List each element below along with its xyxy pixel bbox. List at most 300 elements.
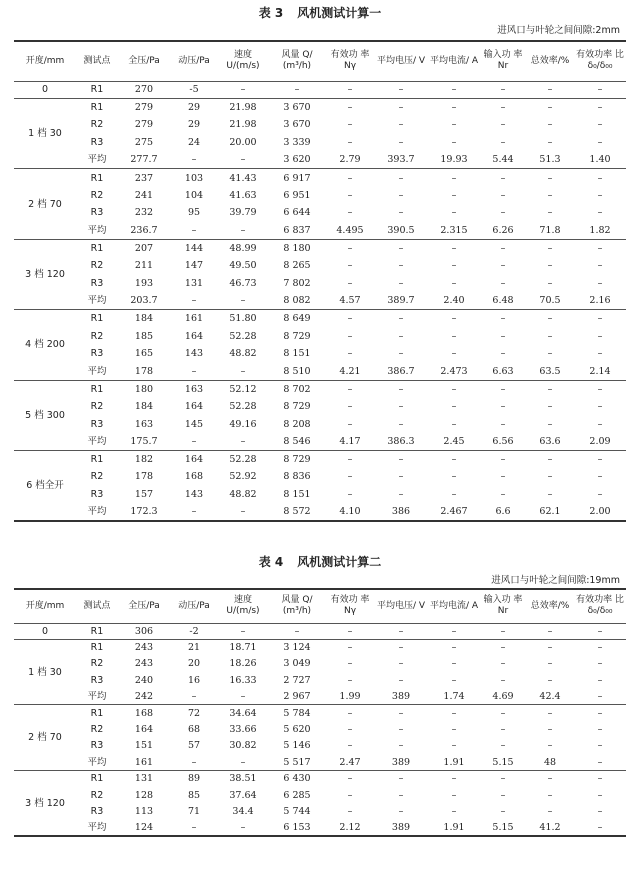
column-header: 总效率/%	[526, 41, 574, 81]
test-point-cell: R1	[76, 239, 118, 257]
value-cell: –	[451, 789, 457, 801]
value-cell: –	[347, 189, 353, 201]
test-point-cell: R1	[76, 623, 118, 639]
value-cell: 124	[134, 821, 154, 833]
value-cell: 8 729	[268, 450, 326, 468]
value-cell: 4.10	[339, 506, 361, 518]
table4-title-text: 风机测试计算二	[297, 555, 382, 569]
value-cell: 143	[184, 488, 204, 500]
value-cell: –	[597, 330, 603, 342]
value-cell: –	[428, 705, 480, 721]
value-cell: –	[480, 99, 526, 117]
value-cell: 1.74	[443, 691, 465, 702]
value-cell: 104	[184, 189, 204, 201]
value-cell: –	[398, 330, 404, 342]
test-point-cell: 平均	[87, 435, 107, 447]
table4-title	[0, 553, 640, 570]
value-cell: 41.63	[229, 189, 257, 201]
value-cell: 6 837	[283, 224, 311, 236]
value-cell: –	[428, 639, 480, 655]
test-point-cell: R2	[90, 330, 104, 342]
value-cell: 2.79	[339, 154, 361, 166]
value-cell: –	[326, 239, 374, 257]
value-cell: –	[597, 260, 603, 272]
test-point-cell: R3	[90, 805, 104, 817]
test-point-cell: 平均	[87, 756, 107, 768]
table-row	[14, 639, 626, 655]
table4-note: 进风口与叶轮之间间隙:19mm	[491, 575, 620, 586]
value-cell: –	[500, 724, 506, 736]
value-cell: –	[597, 789, 603, 801]
value-cell: –	[240, 756, 246, 768]
value-cell: 5.15	[492, 756, 514, 768]
value-cell: 279	[118, 99, 170, 117]
value-cell: 6.56	[492, 435, 514, 447]
value-cell: 48.99	[218, 239, 268, 257]
column-header: 开度/mm	[14, 589, 76, 623]
table-row	[14, 398, 626, 416]
value-cell: –	[347, 400, 353, 412]
test-point-cell: R1	[76, 380, 118, 398]
table-row	[14, 239, 626, 257]
table-row	[14, 433, 626, 451]
table4	[14, 588, 626, 837]
value-cell: –	[500, 348, 506, 360]
table-row	[14, 222, 626, 240]
value-cell: 143	[184, 348, 204, 360]
value-cell: –	[574, 239, 626, 257]
value-cell: –	[191, 154, 197, 166]
table-row	[14, 787, 626, 803]
test-point-cell: R3	[90, 488, 104, 500]
value-cell: 277.7	[130, 154, 158, 166]
table-row	[14, 486, 626, 504]
value-cell: –	[500, 674, 506, 686]
value-cell: –	[347, 348, 353, 360]
value-cell: 85	[187, 789, 201, 801]
value-cell: –	[597, 488, 603, 500]
value-cell: –	[326, 623, 374, 639]
value-cell: 2.45	[443, 435, 465, 447]
value-cell: –	[191, 295, 197, 307]
test-point-cell: R3	[90, 674, 104, 686]
value-cell: 4.17	[339, 435, 361, 447]
value-cell: 193	[134, 277, 154, 289]
value-cell: –	[347, 260, 353, 272]
value-cell: –	[500, 330, 506, 342]
opening-cell: 0	[14, 623, 76, 639]
test-point-cell: R2	[90, 789, 104, 801]
value-cell: 243	[134, 658, 154, 670]
value-cell: -2	[170, 623, 218, 639]
value-cell: 8 572	[283, 506, 311, 518]
value-cell: –	[451, 189, 457, 201]
value-cell: 63.5	[539, 365, 561, 377]
value-cell: –	[597, 207, 603, 219]
value-cell: 8 836	[283, 471, 311, 483]
value-cell: –	[347, 805, 353, 817]
value-cell: –	[526, 81, 574, 99]
opening-cell: 3 档 120	[14, 239, 76, 309]
value-cell: 8 729	[283, 330, 311, 342]
value-cell: –	[398, 658, 404, 670]
value-cell: –	[526, 99, 574, 117]
value-cell: –	[374, 380, 428, 398]
value-cell: 6.26	[492, 224, 514, 236]
value-cell: 6.63	[492, 365, 514, 377]
value-cell: 389	[391, 821, 411, 833]
value-cell: 8 729	[283, 400, 311, 412]
value-cell: –	[451, 805, 457, 817]
value-cell: 42.4	[539, 691, 561, 702]
value-cell: 49.16	[229, 418, 257, 430]
test-point-cell: R2	[90, 189, 104, 201]
value-cell: 21.98	[218, 99, 268, 117]
value-cell: –	[597, 740, 603, 752]
value-cell: –	[597, 724, 603, 736]
value-cell: 6 917	[268, 169, 326, 187]
value-cell: 2 967	[283, 691, 311, 702]
value-cell: –	[347, 674, 353, 686]
value-cell: 184	[134, 400, 154, 412]
table-row	[14, 380, 626, 398]
value-cell: 164	[184, 330, 204, 342]
value-cell: –	[326, 310, 374, 328]
value-cell: 3 670	[268, 99, 326, 117]
value-cell: 389	[391, 691, 411, 702]
value-cell: –	[547, 137, 553, 149]
table-row	[14, 310, 626, 328]
value-cell: –	[451, 400, 457, 412]
value-cell: 71	[187, 805, 201, 817]
value-cell: 8 151	[283, 488, 311, 500]
value-cell: –	[191, 821, 197, 833]
column-header: 有效功率 比δ₀/δ₀₀	[574, 41, 626, 81]
table-row	[14, 275, 626, 293]
value-cell: –	[526, 771, 574, 787]
value-cell: –	[374, 450, 428, 468]
test-point-cell: R2	[90, 260, 104, 272]
value-cell: –	[347, 207, 353, 219]
table-row	[14, 623, 626, 639]
value-cell: –	[451, 260, 457, 272]
value-cell: –	[191, 224, 197, 236]
column-header: 输入功 率 Nr	[480, 41, 526, 81]
value-cell: –	[500, 471, 506, 483]
value-cell: 57	[187, 740, 201, 752]
value-cell: –	[398, 418, 404, 430]
value-cell: –	[526, 623, 574, 639]
value-cell: 165	[134, 348, 154, 360]
value-cell: 41.2	[539, 821, 561, 833]
value-cell: –	[500, 658, 506, 670]
value-cell: 20	[187, 658, 201, 670]
value-cell: 3 124	[268, 639, 326, 655]
value-cell: 8 151	[283, 348, 311, 360]
value-cell: 175.7	[130, 435, 158, 447]
value-cell: –	[526, 705, 574, 721]
value-cell: –	[398, 400, 404, 412]
value-cell: –	[347, 488, 353, 500]
value-cell: –	[574, 771, 626, 787]
value-cell: –	[500, 789, 506, 801]
value-cell: –	[526, 380, 574, 398]
value-cell: 19.93	[440, 154, 468, 166]
value-cell: –	[597, 471, 603, 483]
table-row	[14, 450, 626, 468]
value-cell: –	[547, 805, 553, 817]
value-cell: 151	[134, 740, 154, 752]
value-cell: –	[374, 81, 428, 99]
test-point-cell: R1	[76, 705, 118, 721]
column-header: 平均电压/ V	[374, 41, 428, 81]
value-cell: –	[268, 81, 326, 99]
value-cell: –	[500, 418, 506, 430]
value-cell: –	[597, 418, 603, 430]
value-cell: 182	[118, 450, 170, 468]
value-cell: –	[428, 81, 480, 99]
value-cell: 306	[118, 623, 170, 639]
value-cell: 237	[118, 169, 170, 187]
value-cell: –	[191, 365, 197, 377]
value-cell: 6 951	[283, 189, 311, 201]
value-cell: –	[398, 260, 404, 272]
value-cell: –	[480, 169, 526, 187]
value-cell: –	[347, 471, 353, 483]
value-cell: –	[428, 310, 480, 328]
test-point-cell: R3	[90, 418, 104, 430]
table-row	[14, 151, 626, 169]
value-cell: 49.50	[229, 260, 257, 272]
test-point-cell: 平均	[87, 506, 107, 518]
value-cell: –	[597, 277, 603, 289]
value-cell: –	[374, 705, 428, 721]
value-cell: –	[240, 506, 246, 518]
table-row	[14, 468, 626, 486]
value-cell: –	[398, 471, 404, 483]
value-cell: –	[597, 119, 603, 131]
value-cell: 161	[134, 756, 154, 768]
test-point-cell: 平均	[87, 691, 107, 702]
value-cell: 48	[543, 756, 557, 768]
value-cell: –	[547, 207, 553, 219]
value-cell: –	[398, 789, 404, 801]
value-cell: 157	[134, 488, 154, 500]
value-cell: –	[500, 207, 506, 219]
value-cell: –	[428, 380, 480, 398]
value-cell: –	[574, 639, 626, 655]
value-cell: –	[326, 99, 374, 117]
table-row	[14, 363, 626, 381]
value-cell: 128	[134, 789, 154, 801]
value-cell: 2.16	[589, 295, 611, 307]
value-cell: 2.315	[440, 224, 468, 236]
value-cell: 8 180	[268, 239, 326, 257]
value-cell: –	[500, 119, 506, 131]
value-cell: –	[451, 674, 457, 686]
table3	[14, 40, 626, 522]
table4-label: 表 4	[258, 555, 284, 569]
value-cell: 145	[184, 418, 204, 430]
value-cell: 389	[391, 756, 411, 768]
table-row	[14, 754, 626, 770]
value-cell: 5 517	[283, 756, 311, 768]
value-cell: 33.66	[229, 724, 257, 736]
opening-cell: 4 档 200	[14, 310, 76, 380]
value-cell: 207	[118, 239, 170, 257]
value-cell: 18.71	[218, 639, 268, 655]
value-cell: 20.00	[229, 137, 257, 149]
test-point-cell: R1	[76, 99, 118, 117]
test-point-cell: R3	[90, 207, 104, 219]
value-cell: –	[597, 348, 603, 360]
value-cell: 1.91	[443, 756, 465, 768]
value-cell: 389.7	[387, 295, 415, 307]
value-cell: –	[451, 207, 457, 219]
opening-cell: 1 档 30	[14, 639, 76, 705]
value-cell: –	[574, 623, 626, 639]
value-cell: –	[374, 169, 428, 187]
table-row	[14, 134, 626, 152]
value-cell: 275	[134, 137, 154, 149]
value-cell: –	[574, 450, 626, 468]
value-cell: –	[500, 260, 506, 272]
value-cell: –	[398, 119, 404, 131]
value-cell: 70.5	[539, 295, 561, 307]
value-cell: 8 265	[283, 260, 311, 272]
value-cell: 113	[134, 805, 154, 817]
value-cell: –	[597, 756, 603, 768]
value-cell: 52.28	[229, 400, 257, 412]
table-row	[14, 187, 626, 205]
value-cell: –	[240, 821, 246, 833]
value-cell: –	[574, 310, 626, 328]
value-cell: 161	[170, 310, 218, 328]
value-cell: 270	[118, 81, 170, 99]
table3-title-text: 风机测试计算一	[297, 6, 382, 20]
column-header: 风量 Q/ (m³/h)	[268, 41, 326, 81]
value-cell: 279	[134, 119, 154, 131]
value-cell: –	[374, 639, 428, 655]
value-cell: 52.92	[229, 471, 257, 483]
column-header: 有效功 率 Nγ	[326, 589, 374, 623]
opening-cell: 5 档 300	[14, 380, 76, 450]
value-cell: 2.12	[339, 821, 361, 833]
test-point-cell: 平均	[87, 365, 107, 377]
table3-label: 表 3	[258, 6, 284, 20]
value-cell: 29	[187, 119, 201, 131]
table-row	[14, 292, 626, 310]
test-point-cell: R2	[90, 658, 104, 670]
value-cell: –	[500, 137, 506, 149]
value-cell: 241	[134, 189, 154, 201]
value-cell: 52.28	[218, 450, 268, 468]
value-cell: –	[597, 674, 603, 686]
value-cell: –	[500, 277, 506, 289]
value-cell: –	[398, 488, 404, 500]
column-header: 输入功 率 Nr	[480, 589, 526, 623]
value-cell: –	[526, 169, 574, 187]
value-cell: 5 744	[283, 805, 311, 817]
column-header: 全压/Pa	[118, 41, 170, 81]
table-row	[14, 672, 626, 688]
table-row	[14, 169, 626, 187]
value-cell: –	[428, 99, 480, 117]
value-cell: –	[500, 488, 506, 500]
value-cell: –	[374, 771, 428, 787]
test-point-cell: R2	[90, 400, 104, 412]
value-cell: –	[374, 623, 428, 639]
test-point-cell: 平均	[87, 224, 107, 236]
value-cell: –	[574, 99, 626, 117]
value-cell: –	[347, 137, 353, 149]
value-cell: –	[547, 330, 553, 342]
test-point-cell: R2	[90, 119, 104, 131]
table-row	[14, 771, 626, 787]
value-cell: –	[374, 239, 428, 257]
value-cell: –	[347, 418, 353, 430]
value-cell: –	[326, 639, 374, 655]
test-point-cell: R1	[76, 169, 118, 187]
value-cell: –	[526, 310, 574, 328]
value-cell: –	[547, 488, 553, 500]
value-cell: 6.48	[492, 295, 514, 307]
value-cell: –	[191, 506, 197, 518]
value-cell: 51.3	[539, 154, 561, 166]
value-cell: 5 784	[268, 705, 326, 721]
value-cell: –	[500, 400, 506, 412]
value-cell: –	[480, 639, 526, 655]
value-cell: 168	[184, 471, 204, 483]
value-cell: –	[574, 81, 626, 99]
value-cell: 71.8	[539, 224, 561, 236]
value-cell: 16.33	[229, 674, 257, 686]
column-header: 平均电压/ V	[374, 589, 428, 623]
table-row	[14, 721, 626, 737]
value-cell: 46.73	[229, 277, 257, 289]
value-cell: 3 670	[283, 119, 311, 131]
value-cell: –	[597, 805, 603, 817]
value-cell: 51.80	[218, 310, 268, 328]
value-cell: –	[597, 400, 603, 412]
test-point-cell: R3	[90, 740, 104, 752]
value-cell: 184	[118, 310, 170, 328]
value-cell: –	[240, 154, 246, 166]
opening-cell: 1 档 30	[14, 99, 76, 169]
value-cell: –	[398, 137, 404, 149]
table3-header-row	[14, 41, 626, 81]
value-cell: 164	[134, 724, 154, 736]
value-cell: 3 049	[283, 658, 311, 670]
opening-cell: 3 档 120	[14, 771, 76, 837]
value-cell: –	[218, 81, 268, 99]
value-cell: –	[597, 137, 603, 149]
value-cell: –	[374, 99, 428, 117]
value-cell: –	[347, 740, 353, 752]
value-cell: –	[526, 239, 574, 257]
value-cell: 8 208	[283, 418, 311, 430]
value-cell: 178	[134, 471, 154, 483]
value-cell: 39.79	[229, 207, 257, 219]
value-cell: 6 153	[283, 821, 311, 833]
value-cell: 68	[187, 724, 201, 736]
value-cell: –	[500, 189, 506, 201]
value-cell: 6 430	[268, 771, 326, 787]
value-cell: 2.467	[440, 506, 468, 518]
opening-cell: 6 档全开	[14, 450, 76, 520]
table-row	[14, 81, 626, 99]
test-point-cell: R3	[90, 348, 104, 360]
